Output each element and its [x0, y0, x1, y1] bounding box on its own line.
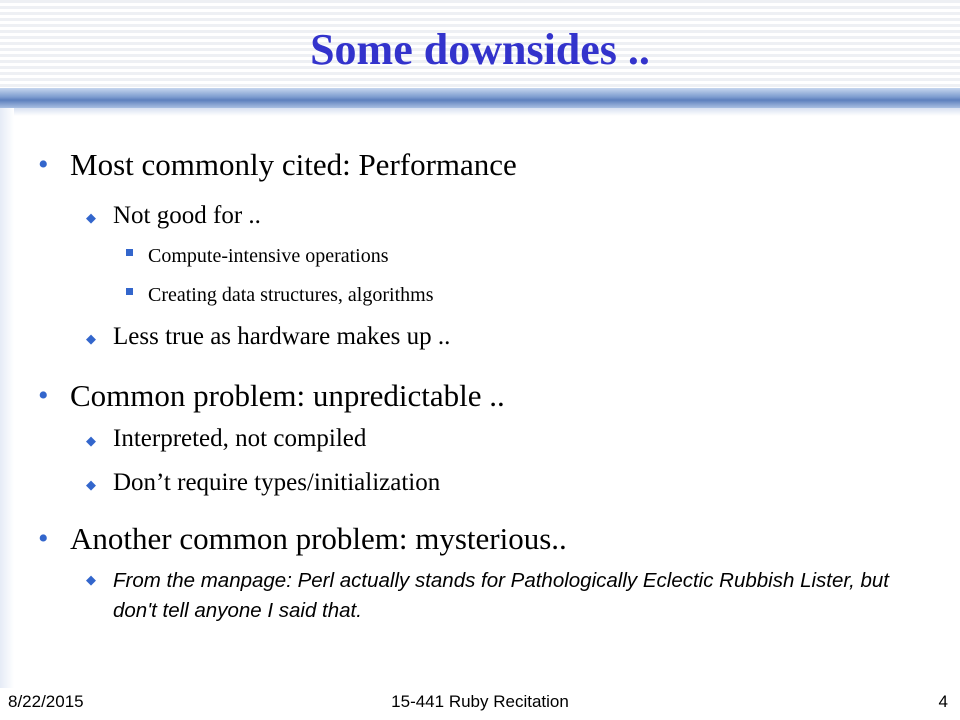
sub-bullet-text: Not good for .. — [113, 202, 261, 229]
footer-title: 15-441 Ruby Recitation — [391, 692, 569, 711]
diamond-bullet-icon: ◆ — [86, 331, 96, 346]
sub-bullet-text: Interpreted, not compiled — [113, 425, 367, 452]
manpage-quote-text: From the manpage: Perl actually stands for Pathologically Eclectic Rubbish Lister, but don't tell anyone I said that. — [113, 569, 889, 622]
diamond-bullet-icon: ◆ — [86, 433, 96, 448]
bullet-dot-icon: • — [38, 379, 49, 412]
footer-date: 8/22/2015 — [8, 692, 84, 711]
slide-title: Some downsides .. — [310, 25, 650, 74]
bullet-text: Most commonly cited: Performance — [70, 147, 517, 182]
bullet-dot-icon: • — [38, 148, 49, 181]
bullet-text: Another common problem: mysterious.. — [70, 521, 567, 556]
header-bar — [0, 88, 960, 108]
sub-sub-bullet-text: Compute-intensive operations — [148, 245, 389, 267]
diamond-bullet-icon: ◆ — [86, 572, 96, 587]
sub-bullet-text: Don’t require types/initialization — [113, 469, 441, 496]
bullet-dot-icon: • — [38, 522, 49, 555]
diamond-bullet-icon: ◆ — [86, 210, 96, 225]
left-edge-decoration — [0, 108, 14, 688]
diamond-bullet-icon: ◆ — [86, 477, 96, 492]
sub-bullet-text: Less true as hardware makes up .. — [113, 323, 451, 350]
sub-sub-bullet-text: Creating data structures, algorithms — [148, 284, 434, 306]
header-bar-shadow — [0, 108, 960, 116]
square-bullet-icon — [126, 249, 133, 256]
bullet-text: Common problem: unpredictable .. — [70, 378, 505, 413]
square-bullet-icon — [126, 288, 133, 295]
slide-number: 4 — [938, 692, 948, 711]
